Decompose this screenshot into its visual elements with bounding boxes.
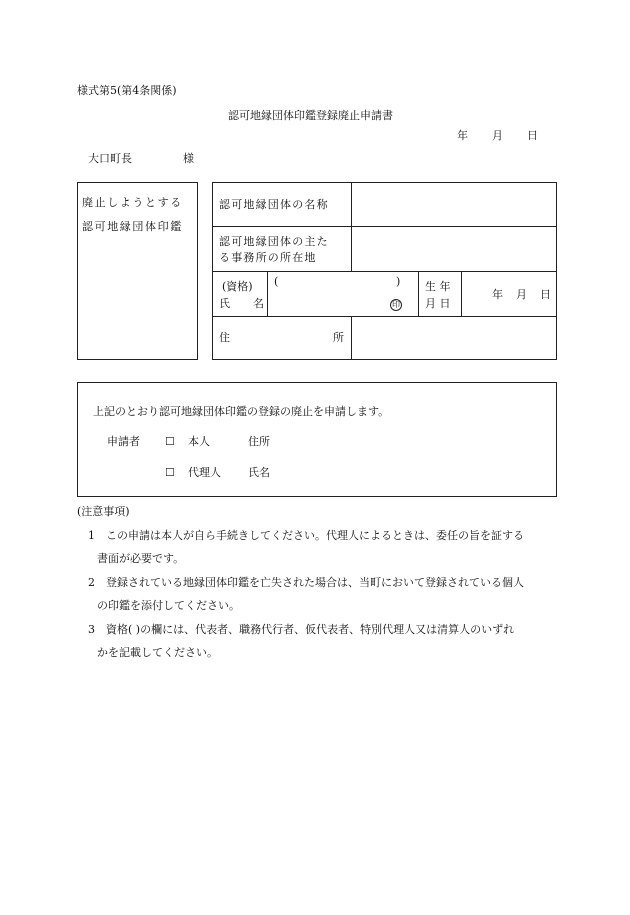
- honorific: 様: [183, 152, 194, 165]
- table-divider: [351, 182, 352, 271]
- declaration-box: [77, 382, 557, 497]
- name-label-2: 名: [253, 297, 264, 310]
- qualification-paren-close: ): [396, 275, 401, 288]
- option-agent: 代理人: [188, 466, 221, 479]
- date-day-label: 日: [527, 129, 538, 142]
- table-divider: [418, 271, 419, 316]
- note-1-line2: 書面が必要です。: [97, 552, 185, 565]
- abolish-label-line2: 認可地縁団体印鑑: [82, 220, 183, 233]
- abolish-label-line1: 廃止しようとする: [82, 196, 183, 209]
- qualification-label: (資格): [222, 280, 253, 293]
- checkbox-agent-icon: ☐: [165, 466, 175, 479]
- office-label-line2: る事務所の所在地: [219, 251, 317, 264]
- addressee: 大口町長: [88, 152, 132, 165]
- declaration-text: 上記のとおり認可地縁団体印鑑の登録の廃止を申請します。: [93, 405, 390, 418]
- birth-label-1: 生 年: [425, 280, 451, 293]
- form-number: 様式第5(第4条関係): [77, 84, 177, 97]
- date-year-label: 年: [457, 129, 468, 142]
- address-label-2: 所: [333, 331, 344, 344]
- birth-label-2: 月 日: [425, 297, 451, 310]
- table-divider: [212, 271, 557, 272]
- birth-month-label: 月: [516, 288, 527, 301]
- note-3-line2: かを記載してください。: [97, 646, 218, 659]
- table-divider: [351, 316, 352, 360]
- note-number: 3: [88, 623, 95, 636]
- table-divider: [212, 316, 557, 317]
- group-name-label: 認可地縁団体の名称: [219, 198, 329, 211]
- table-divider: [267, 271, 268, 316]
- note-2-line2: の印鑑を添付してください。: [97, 599, 240, 612]
- birth-day-label: 日: [540, 288, 551, 301]
- checkbox-self-icon: ☐: [165, 435, 175, 448]
- table-divider: [461, 271, 462, 316]
- table-divider: [212, 226, 557, 227]
- note-number: 1: [88, 529, 95, 542]
- note-number: 2: [88, 576, 95, 589]
- address-label-1: 住: [219, 331, 230, 344]
- option-self: 本人: [188, 435, 210, 448]
- page-title: 認可地縁団体印鑑登録廃止申請書: [228, 109, 393, 122]
- office-label-line1: 認可地縁団体の主た: [219, 235, 329, 248]
- notes-heading: (注意事項): [77, 505, 130, 518]
- note-2-line1: 登録されている地縁団体印鑑を亡失された場合は、当町において登録されている個人: [106, 576, 524, 589]
- name-label-1: 氏: [219, 297, 230, 310]
- self-address-label: 住所: [248, 435, 270, 448]
- note-1-line1: この申請は本人が自ら手続きしてください。代理人によるときは、委任の旨を証する: [106, 529, 524, 542]
- agent-name-label: 氏名: [248, 466, 270, 479]
- note-3-line1: 資格( )の欄には、代表者、職務代行者、仮代表者、特別代理人又は清算人のいずれ: [106, 623, 515, 636]
- birth-year-label: 年: [492, 288, 503, 301]
- seal-mark-icon: 印: [392, 300, 400, 309]
- date-month-label: 月: [492, 129, 503, 142]
- applicant-label: 申請者: [107, 435, 140, 448]
- qualification-paren-open: (: [274, 275, 279, 288]
